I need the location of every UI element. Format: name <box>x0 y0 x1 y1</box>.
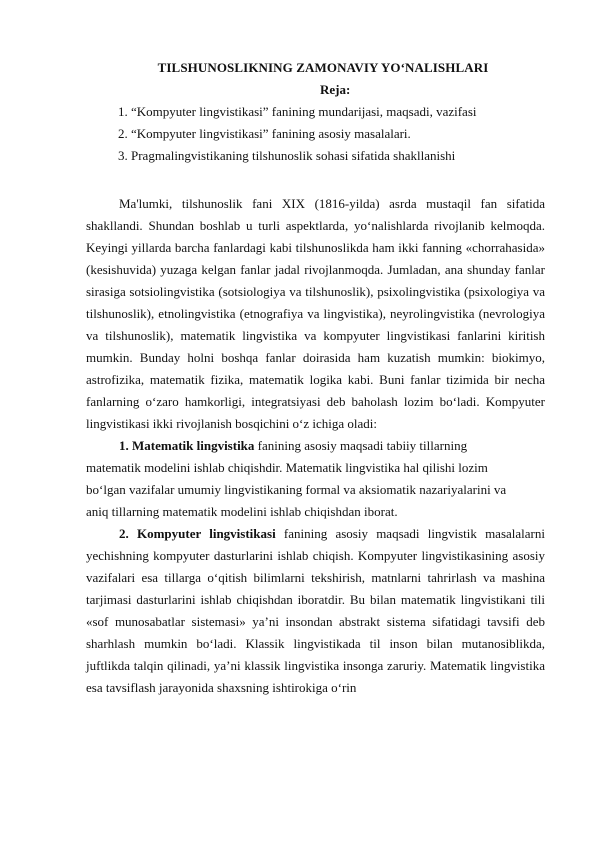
intro-paragraph: Ma'lumki, tilshunoslik fani XIX (1816-yilda) asrda mustaqil fan sifatida shakllandi. Shundan boshlab u turli aspektlarda, yo‘nalishlarda rivojlanib kelmoqda. Keyingi yillarda barcha fanlardagi kabi tilshunoslikda ham ikki fanning «chorrahasida» (kesishuvida) yuzaga kelgan fanlar jadal rivojlanmoqda. Jumladan, ana shunday fanlar sirasiga sotsiolingvistika (sotsiologiya va tilshunoslik), psixolingvistika (psixologiya va tilshunoslik), etnolingvistika (etnografiya va lingvistika), neyrolingvistika (nevrologiya va tilshunoslik), matematik lingvistika va kompyuter lingvistikasi fanlarini kiritish mumkin. Bunday holni boshqa fanlar doirasida ham kuzatish mumkin: biokimyo, astrofizika, matematik fizika, matematik logika kabi. Buni fanlar tizimida bir necha fanlarning o‘zaro hamkorligi, integratsiyasi deb baholash lozim bo‘ladi. Kompyuter lingvistikasi ikki rivojlanish bosqichini o‘z ichiga oladi: <box>86 196 545 431</box>
item1-line: matematik modelini ishlab chiqishdir. Matematik lingvistika hal qilishi lozim <box>86 460 488 475</box>
item1-line: bo‘lgan vazifalar umumiy lingvistikaning formal va aksiomatik nazariyalarini va <box>86 482 507 497</box>
item1-text: fanining asosiy maqsadi tabiiy tillarning <box>254 438 468 453</box>
item2-text: fanining asosiy maqsadi lingvistik masalalarni yechishning kompyuter dasturlarini ishlab chiqish. Kompyuter lingvistikasining asosiy vazifalari esa tillarga o‘qitish bilimlarni tekshirish, matnlarni tahrirlash va mashina tarjimasi dasturlarini ishlab chiqishdan iboratdir. Bu bilan matematik lingvistikani tili «sof munosabatlar sistemasi» ya’ni insondan abstrakt sistema sifatidagi tavsifi deb sharhlash mumkin bo‘ladi. Klassik lingvistikada til inson bilan mutanosiblikda, juftlikda talqin qilinadi, ya’ni klassik lingvistika insonga zaruriy. Matematik lingvistika esa tavsiflash jarayonida shaxsning ishtirokiga o‘rin <box>86 526 545 695</box>
plan-heading: Reja: <box>320 82 351 97</box>
document-body <box>86 193 545 699</box>
plan-item: 1. “Kompyuter lingvistikasi” fanining mundarijasi, maqsadi, vazifasi <box>118 104 477 119</box>
item1-line: aniq tillarning matematik modelini ishlab chiqishdan iborat. <box>86 504 398 519</box>
plan-item: 2. “Kompyuter lingvistikasi” fanining asosiy masalalari. <box>118 126 411 141</box>
item1-paragraph <box>86 435 545 457</box>
plan-list <box>118 101 477 167</box>
document-title: TILSHUNOSLIKNING ZAMONAVIY YO‘NALISHLARI <box>157 60 489 75</box>
item2-paragraph <box>86 523 545 699</box>
item1-term: 1. Matematik lingvistika <box>119 438 255 453</box>
plan-item: 3. Pragmalingvistikaning tilshunoslik sohasi sifatida shakllanishi <box>118 148 456 163</box>
item2-term: 2. Kompyuter lingvistikasi <box>119 526 276 541</box>
